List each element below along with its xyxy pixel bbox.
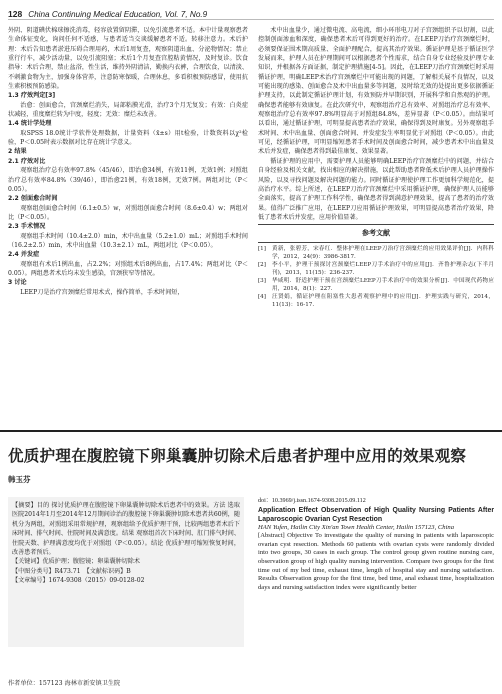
article-number: 【文章编号】1674-9308（2015）09-0128-02 <box>12 577 145 585</box>
keywords-cn: 【关键词】优质护理；腹腔镜；卵巢囊肿切除术 <box>12 558 140 566</box>
reference-text: 华咸明．舒适护理干预在宫颈糜烂LEEP刀手术治疗中的效果分析[J]．中国现代药物应用，2014，8(1)：227. <box>272 277 494 292</box>
section-heading: 2 结果 <box>8 148 27 156</box>
english-abstract-text: [Abstract] Objective To investigate the quality of nursing in patients with laparoscopic ovarian cyst resection. Methods 60 patients with ovarian cysts were randomly divided into two groups, 30 cases in each group. The control group given routine nursing care, observation group of high quality nursing intervention. Compare two groups for the first time out of my bed time, exhaust time, length of hospital stay and nursing satisfaction. Results Observation group for the first time, bed time, anal exhaust time, hospitalization days and nursing satisfaction index were significantly better <box>258 532 494 591</box>
section-divider <box>0 430 502 432</box>
page-header <box>8 6 494 20</box>
reference-text: 李小平，护理干预探讨宫颈糜烂LEEP刀手术治疗中的应用[J]．齐鲁护理杂志(下半月刊)，2013，11(15)：236-237. <box>272 261 494 276</box>
section-heading: 2.2 创面愈合时间 <box>8 195 58 203</box>
article-title: 优质护理在腹腔镜下卵巢囊肿切除术后患者护理中应用的效果观察 <box>8 447 467 465</box>
body-paragraph: 外阴、阴道碘伏棉球擦洗消毒，轻容放置留阴滞，以免引流患者不适。本中计量观察患者生命体征变化，询问任何不适感，与患者适当交谈缓解患者不适。转移注意力。术后护理：术后告知患者淤进压碍合理用药，术后1周复查，观察阴道出血、分泌物情况；禁止重行行车，减少活动量，以免引流阻塞；术后1个月复查宫腔粘黄情况，及时复诊。饮食指导：术后合理，禁止盆浴，性生活，维持外阴清洁，勤换内衣裤，合理饮食，以清淡、不刺激食物为主，加强身体营养，注意防寒保暖，合理休息，多看积极预防感冒，使用抗生素积极预防感染。 <box>8 27 248 91</box>
chinese-abstract <box>8 497 244 647</box>
english-title: Application Effect Observation of High Quality Nursing Patients After Laparoscopic Ovarian Cyst Resection <box>258 506 494 523</box>
reference-number: [1] <box>258 245 266 252</box>
author-affiliation: 作者单位：157123 海林市新安镇卫生院 <box>8 680 121 687</box>
body-paragraph: 循证护理的应用中，需要护理人员能够明确LEEP治疗宫颈糜烂中的问题，并结合自身经验及相关文献，找出相应的解决措施，以此帮助患者降低术后护理人员护理操作风险，以及寻找问题及解决问题的能力。同时循证护理使护理工作更加科学规范化，提高治疗水平。综上所述，在LEEP刀治疗宫颈糜烂中采用循证护理，确保护理人员能够全面落实，提高了护理工作科学性，确保患者得到满意护理效果，提高了患者的治疗效果。值得广泛推广应用，在LEEP刀应用循证护理效果，可明显提高患者治疗效果，降低了患者术后并发症，应用价值显著。 <box>258 157 494 221</box>
references-list <box>258 245 494 309</box>
body-paragraph: 观察组有术后1例出血，占2.2%；对照组术后8例出血，占17.4%；两组对比（P＜0.05）。两组患者术后均未发生感染，宫颈狭窄等情况。 <box>8 260 248 277</box>
references-rule-top <box>258 224 494 225</box>
section-heading: 2.4 并发症 <box>8 251 40 259</box>
reference-number: [4] <box>258 293 266 300</box>
english-author: HAN Yufen, Hailin City Xin'an Town Health Center, Hailin 157123, China <box>258 523 454 531</box>
body-paragraph: 治愈：创面愈合，宫颈糜烂消失，局部粘膜光滑，治疗3个月无复发；有效：白炎症状减轻，重度糜烂转为中度，轻度；无效：糜烂未改善。 <box>8 101 248 119</box>
abstract-cn-text: 【摘要】目的 探讨优质护理在腹腔镜下卵巢囊肿切除术后患者中的效果。方法 选取医院2014年1月至2014年12月期间诊治的腹腔镜下卵巢囊肿切除术患者共60例，随机分为两组，对照组采用常规护理，观察组给予优质护理干预，比较两组患者术后下床时间、排气时间、住院时间及满意度。结果 观察组首次下床时间、肛门排气时间、住院天数、护理满意度均优于对照组（P＜0.05）。结论 优质护理可缩短恢复时间，改善患者预后。 <box>12 502 240 557</box>
body-paragraph: 观察组治疗总有效率97.8%（45/46），即治愈34例，有效11例，无效1例；对照组治疗总有效率84.8%（39/46），即治愈21例，有效18例，无效7例。两组对比（P＜0.05）。 <box>8 167 248 193</box>
reference-text: 黄新，张碧芳，宋春红．整体护理在LEEP刀治疗宫颈糜烂的应用效果评价[J]．内科科学，2012，24(9)：3986-3817. <box>272 245 494 260</box>
page-number: 128 <box>8 9 23 19</box>
section-heading: 2.3 手术情况 <box>8 223 46 231</box>
article-author: 韩玉芬 <box>8 475 31 484</box>
section-heading: 1.3 疗效判定[3] <box>8 92 56 100</box>
body-paragraph: 观察组手术时间（10.4±2.0）min，术中出血量（5.2±1.0）mL；对照组手术时间（16.2±2.5）min，术中出血量（10.3±2.1）mL，两组对比（P＜0.05）。 <box>8 232 248 249</box>
english-abstract <box>258 497 494 693</box>
section-heading: 3 讨论 <box>8 279 27 287</box>
references-title: 参考文献 <box>362 229 390 238</box>
body-paragraph: LEEP刀是治疗宫颈糜烂常用术式，操作简单，手术时间短， <box>20 288 184 296</box>
reference-item <box>258 277 494 293</box>
right-column <box>258 26 494 416</box>
reference-item <box>258 293 494 309</box>
reference-item <box>258 261 494 277</box>
references-rule-bottom <box>258 242 494 243</box>
reference-number: [3] <box>258 277 266 284</box>
body-paragraph: 观察组创面愈合时间（6.1±0.5）w，对照组创面愈合时间（8.6±0.4）w；两组对比（P＜0.05）。 <box>8 204 248 221</box>
left-column <box>8 26 248 416</box>
doi: doi：10.3969/j.issn.1674-9308.2015.09.112 <box>258 498 366 504</box>
reference-item <box>258 245 494 261</box>
reference-number: [2] <box>258 261 266 268</box>
classification-code: 【中图分类号】R473.71 【文献标识码】B <box>12 567 131 575</box>
section-heading: 2.1 疗效对比 <box>8 157 46 165</box>
section-heading: 1.4 统计学处理 <box>8 120 52 128</box>
body-paragraph: 取SPSS 18.0统计学软件处理数据，计量资料（x̄±s）用t检验，计数资料以χ²检验，P＜0.05时表示数据对比存在统计学意义。 <box>8 129 248 147</box>
body-paragraph: 术中出血量少，通过微电流、高电流，细小环形电刀对子宫颈组织予以切割，以此控制创面渗血和深度，确保患者术后可得到更好的治疗。在LEEP刀治疗宫颈糜烂时，必须要保证围术期高质量、全面护理配合，提高其治疗效果。循证护理是基于循证医学发展而来，护理人员在护理期间可以根据患者个性需求，结合自身专业经验及护理专业知识，并根据各方面证据，制定护理措施[4-5]。因此，在LEEP刀治疗宫颈糜烂时采用循证护理，明确LEEP术治疗宫颈糜烂中可能出现的问题，了解相关展不良情况，以及可能出现的感染、创面愈合及术中出血量多等问题，及时给无效的处提出更多依据循证护理支持，以此制定循证护理计划，有效预防并早期识别，开展科学和自然观的护理。确保患者能够有效康复。在此次研究中，观察组治疗总有效率、对照组治疗总有效率、观察组治疗总有效率97.8%明显高于对照组84.8%，差异显著（P＜0.05）。由结果可以看出，通过循证护理，可明显提高患者治疗效果，确保得到及时康复。另外观察组手术时间、术中出血量、创面愈合时间、并发症发生率明显优于对照组（P＜0.05）。由此可见，经循证护理，可明显缩短患者手术时间及创面愈合时间，减少患者术中出血量及术后并发症，确保患者得到最佳康复、效果显著。 <box>258 27 494 156</box>
reference-text: 汪贤娟，循证护理在阻塞性大患者观察护理中的应用[J]．护理实践与研究，2014，11(13)：16-17. <box>272 293 494 308</box>
journal-name: China Continuing Medical Education, Vol. 7, No.9 <box>28 10 208 19</box>
